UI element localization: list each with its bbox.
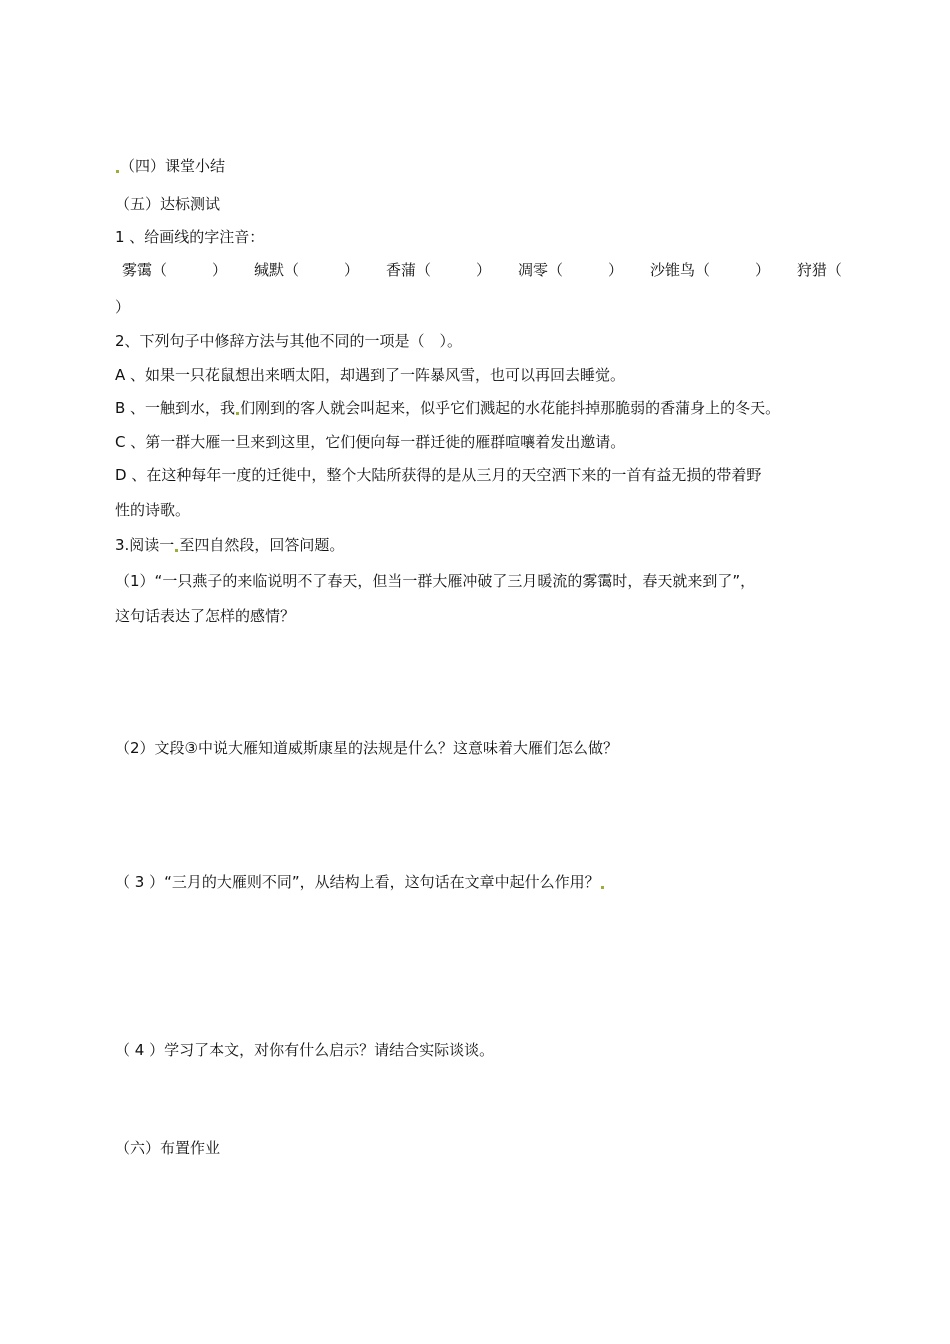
- q3-title: 3.阅读一 至四自然段，回答问题。: [115, 536, 345, 554]
- q1-word: 香蒲（ ）: [385, 261, 491, 279]
- mark-dot: [236, 412, 239, 415]
- q1-tail: ）: [115, 298, 131, 316]
- q1-title: 1 、给画线的字注音：: [115, 228, 265, 246]
- q3-sub1-cont: 这句话表达了怎样的感情？: [115, 607, 296, 625]
- section-homework: （六）布置作业: [115, 1139, 221, 1157]
- mark-dot: [601, 886, 604, 889]
- q1-word: 凋零（ ）: [517, 261, 623, 279]
- q3-sub1: （1）“一只燕子的来临说明不了春天，但当一群大雁冲破了三月暖流的雾霭时，春天就来到了”，: [115, 572, 756, 590]
- q3-sub3: （ 3 ）“三月的大雁则不同”，从结构上看，这句话在文章中起什么作用？: [115, 872, 605, 892]
- q1-word: 沙锥鸟（ ）: [649, 261, 770, 279]
- q3-sub2: （2）文段③中说大雁知道威斯康星的法规是什么？这意味着大雁们怎么做？: [115, 739, 618, 757]
- mark-dot: [175, 549, 178, 552]
- q1-word: 缄默（ ）: [253, 261, 359, 279]
- q2-option-a: A 、如果一只花鼠想出来晒太阳，却遇到了一阵暴风雪，也可以再回去睡觉。: [115, 366, 626, 384]
- q1-word-list: [122, 260, 842, 280]
- section-summary: （四）课堂小结: [115, 156, 225, 176]
- q2-title: 2、下列句子中修辞方法与其他不同的一项是（ ）。: [115, 332, 463, 350]
- mark-dot: [116, 170, 119, 173]
- q2-option-c: C 、第一群大雁一旦来到这里，它们便向每一群迁徙的雁群喧嚷着发出邀请。: [115, 433, 626, 451]
- q3-sub4: （ 4 ）学习了本文，对你有什么启示？请结合实际谈谈。: [115, 1041, 495, 1059]
- q1-word: 狩猎（: [796, 261, 842, 279]
- q2-option-d-cont: 性的诗歌。: [115, 501, 191, 519]
- q1-word: 雾霭（ ）: [122, 261, 228, 279]
- q2-option-b: B 、一触到水，我 们刚到的客人就会叫起来，似乎它们溅起的水花能抖掉那脆弱的香蒲身上的冬天。: [115, 399, 781, 417]
- q2-option-d: D 、在这种每年一度的迁徙中，整个大陆所获得的是从三月的天空洒下来的一首有益无损的带着野: [115, 466, 762, 484]
- section-test: （五）达标测试: [115, 195, 221, 213]
